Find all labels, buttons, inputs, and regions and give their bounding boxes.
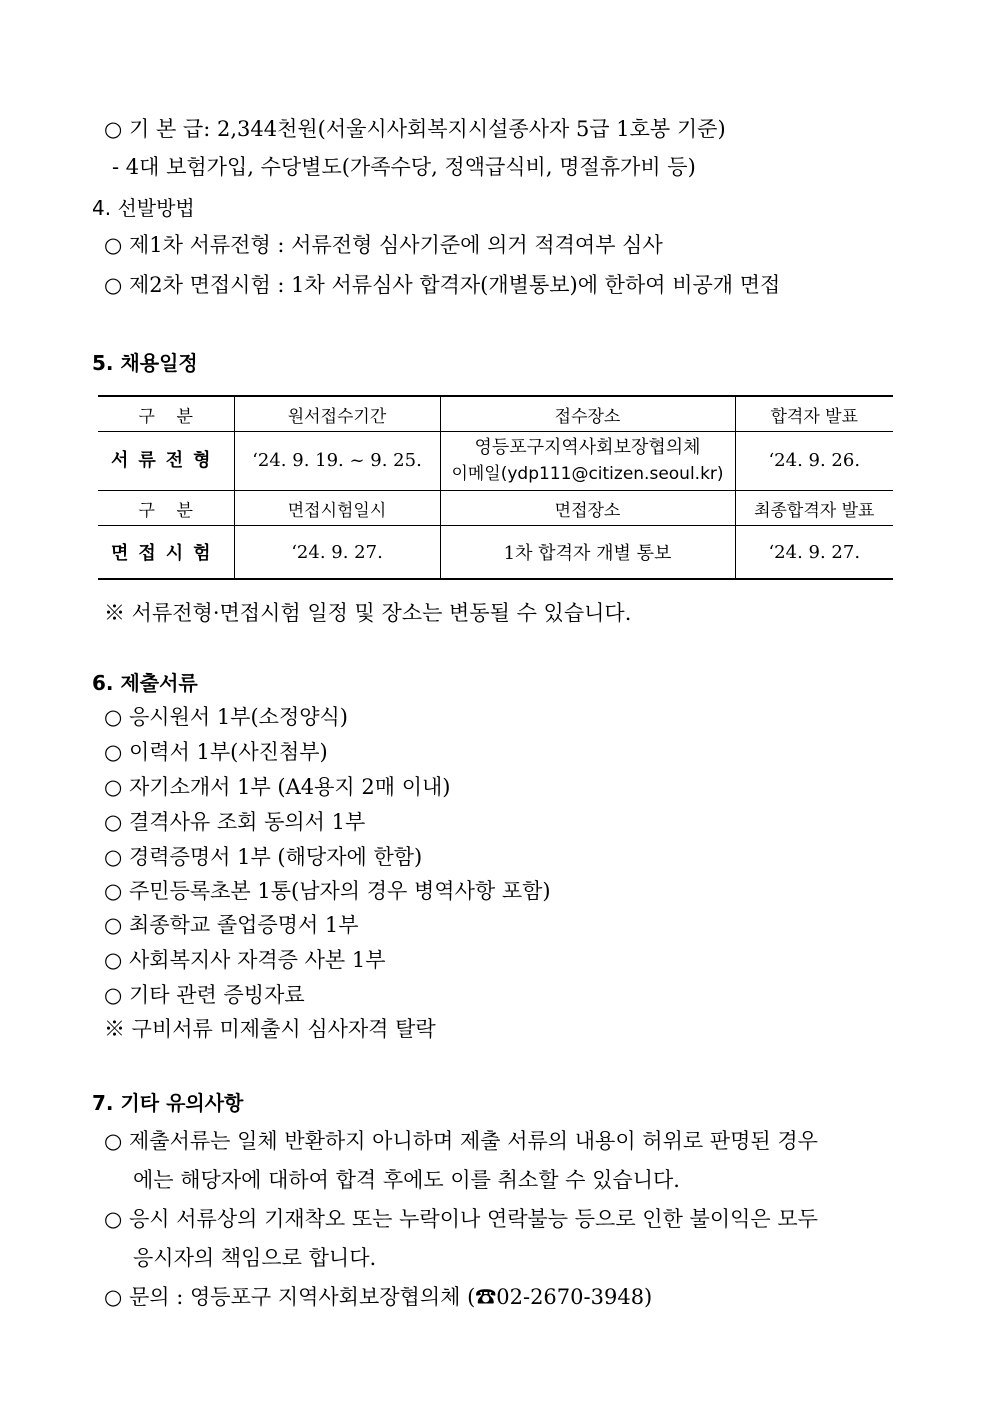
document-item: ○ 경력증명서 1부 (해당자에 한함) xyxy=(104,845,423,869)
table-cell xyxy=(440,432,735,491)
document-item: ○ 기타 관련 증빙자료 xyxy=(104,983,305,1007)
salary-benefits: - 4대 보험가입, 수당별도(가족수당, 정액급식비, 명절휴가비 등) xyxy=(112,155,696,179)
section6-note: ※ 구비서류 미제출시 심사자격 탈락 xyxy=(104,1017,436,1041)
table-header-row xyxy=(98,491,893,526)
document-item: ○ 사회복지사 자격증 사본 1부 xyxy=(104,948,386,972)
row-label: 면접시험 xyxy=(98,526,234,580)
section4-title: 4. 선발방법 xyxy=(92,196,195,220)
table-cell: 1차 합격자 개별 통보 xyxy=(440,526,735,580)
section5-title: 5. 채용일정 xyxy=(92,351,198,375)
document-item: ○ 주민등록초본 1통(남자의 경우 병역사항 포함) xyxy=(104,879,551,903)
document-item: ○ 최종학교 졸업증명서 1부 xyxy=(104,913,359,937)
header-cell: 구 분 xyxy=(98,491,234,526)
notice-line: ○ 제출서류는 일체 반환하지 아니하며 제출 서류의 내용이 허위로 판명된 경우 xyxy=(104,1129,818,1153)
section4-item: ○ 제2차 면접시험 : 1차 서류심사 합격자(개별통보)에 한하여 비공개 면접 xyxy=(104,273,781,297)
salary-base-pay: ○ 기 본 급: 2,344천원(서울시사회복지시설종사자 5급 1호봉 기준) xyxy=(104,117,726,141)
document-item: ○ 이력서 1부(사진첨부) xyxy=(104,740,328,764)
table-header-row xyxy=(98,396,893,432)
row-label: 서류전형 xyxy=(98,432,234,491)
schedule-table xyxy=(98,395,893,580)
header-cell: 원서접수기간 xyxy=(234,396,440,432)
notice-line: 응시자의 책임으로 합니다. xyxy=(133,1246,377,1270)
document-item: ○ 응시원서 1부(소정양식) xyxy=(104,705,348,729)
header-cell: 최종합격자 발표 xyxy=(735,491,893,526)
document-item: ○ 자기소개서 1부 (A4용지 2매 이내) xyxy=(104,775,451,799)
notice-line: 에는 해당자에 대하여 합격 후에도 이를 취소할 수 있습니다. xyxy=(133,1168,680,1192)
section5-note: ※ 서류전형·면접시험 일정 및 장소는 변동될 수 있습니다. xyxy=(104,601,632,625)
header-cell: 접수장소 xyxy=(440,396,735,432)
section6-title: 6. 제출서류 xyxy=(92,671,198,695)
header-cell: 구 분 xyxy=(98,396,234,432)
place-email: 이메일(ydp111@citizen.seoul.kr) xyxy=(451,464,724,484)
contact-line: ○ 문의 : 영등포구 지역사회보장협의체 (☎02-2670-3948) xyxy=(104,1285,653,1309)
table-row xyxy=(98,432,893,491)
table-cell: ‘24. 9. 26. xyxy=(735,432,893,491)
table-cell: ‘24. 9. 19. ~ 9. 25. xyxy=(234,432,440,491)
place-line: 영등포구지역사회보장협의체 xyxy=(474,437,701,458)
table-cell: ‘24. 9. 27. xyxy=(234,526,440,580)
notice-line: ○ 응시 서류상의 기재착오 또는 누락이나 연락불능 등으로 인한 불이익은 모두 xyxy=(104,1207,818,1231)
header-cell: 면접시험일시 xyxy=(234,491,440,526)
header-cell: 합격자 발표 xyxy=(735,396,893,432)
section7-title: 7. 기타 유의사항 xyxy=(92,1091,244,1115)
header-cell: 면접장소 xyxy=(440,491,735,526)
section4-item: ○ 제1차 서류전형 : 서류전형 심사기준에 의거 적격여부 심사 xyxy=(104,233,663,257)
document-item: ○ 결격사유 조회 동의서 1부 xyxy=(104,810,366,834)
table-row xyxy=(98,526,893,580)
table-cell: ‘24. 9. 27. xyxy=(735,526,893,580)
